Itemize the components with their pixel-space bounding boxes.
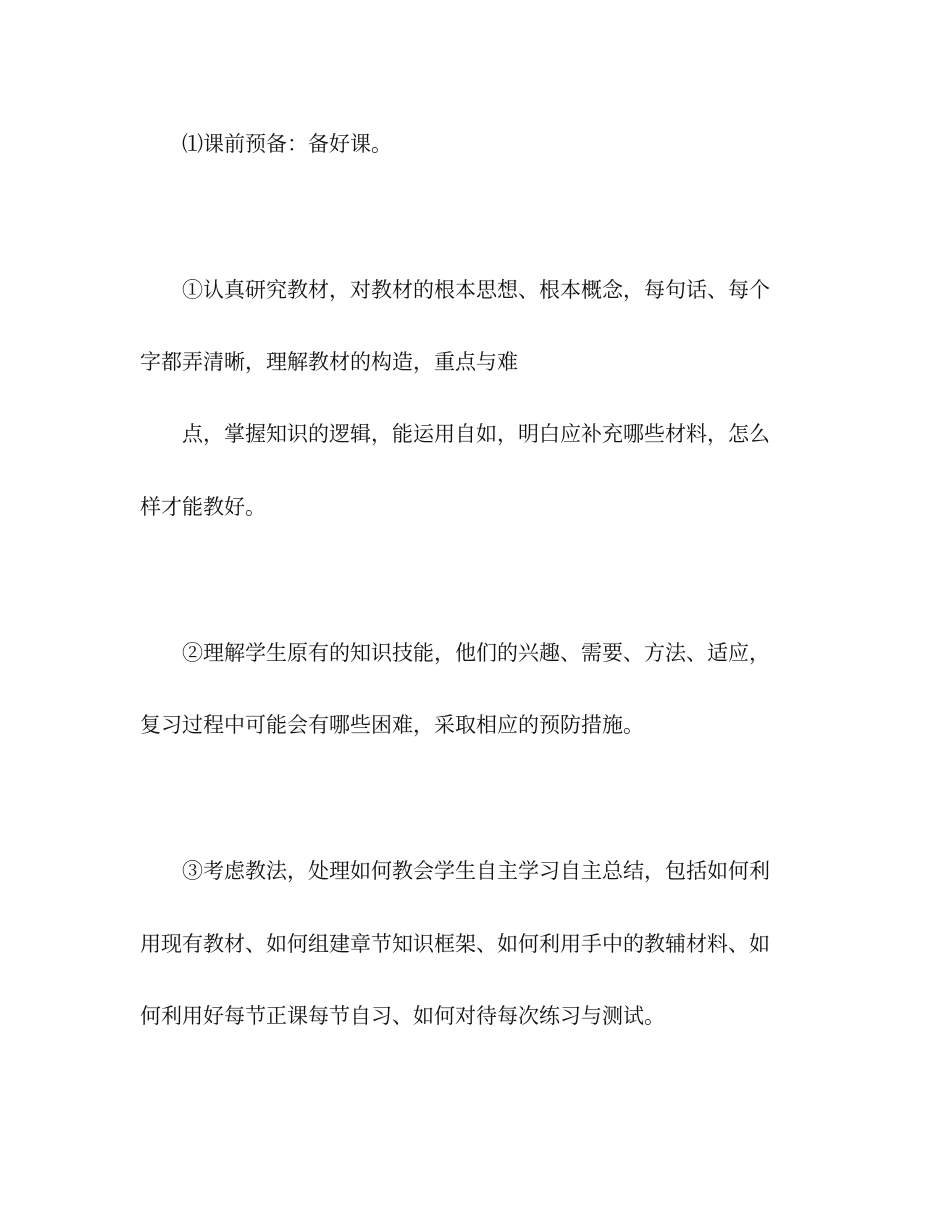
paragraph-item-2-line-2: 复习过程中可能会有哪些困难，采取相应的预防措施。 — [140, 713, 644, 737]
heading-lesson-preparation: ⑴课前预备：备好课。 — [182, 132, 392, 156]
paragraph-item-3-line-1: ③考虑教法，处理如何教会学生自主学习自主总结，包括如何利 — [182, 859, 770, 883]
paragraph-item-1-line-2: 字都弄清晰，理解教材的构造，重点与难 — [140, 350, 518, 374]
paragraph-item-3-line-2: 用现有教材、如何组建章节知识框架、如何利用手中的教辅材料、如 — [140, 932, 770, 956]
paragraph-item-1-cont-line-1: 点，掌握知识的逻辑，能运用自如，明白应补充哪些材料，怎么 — [182, 422, 770, 446]
paragraph-item-2-line-1: ②理解学生原有的知识技能，他们的兴趣、需要、方法、适应， — [182, 641, 770, 665]
paragraph-item-3-line-3: 何利用好每节正课每节自习、如何对待每次练习与测试。 — [140, 1004, 665, 1028]
paragraph-item-1-cont-line-2: 样才能教好。 — [140, 495, 266, 519]
paragraph-item-1-line-1: ①认真研究教材，对教材的根本思想、根本概念，每句话、每个 — [182, 278, 770, 302]
